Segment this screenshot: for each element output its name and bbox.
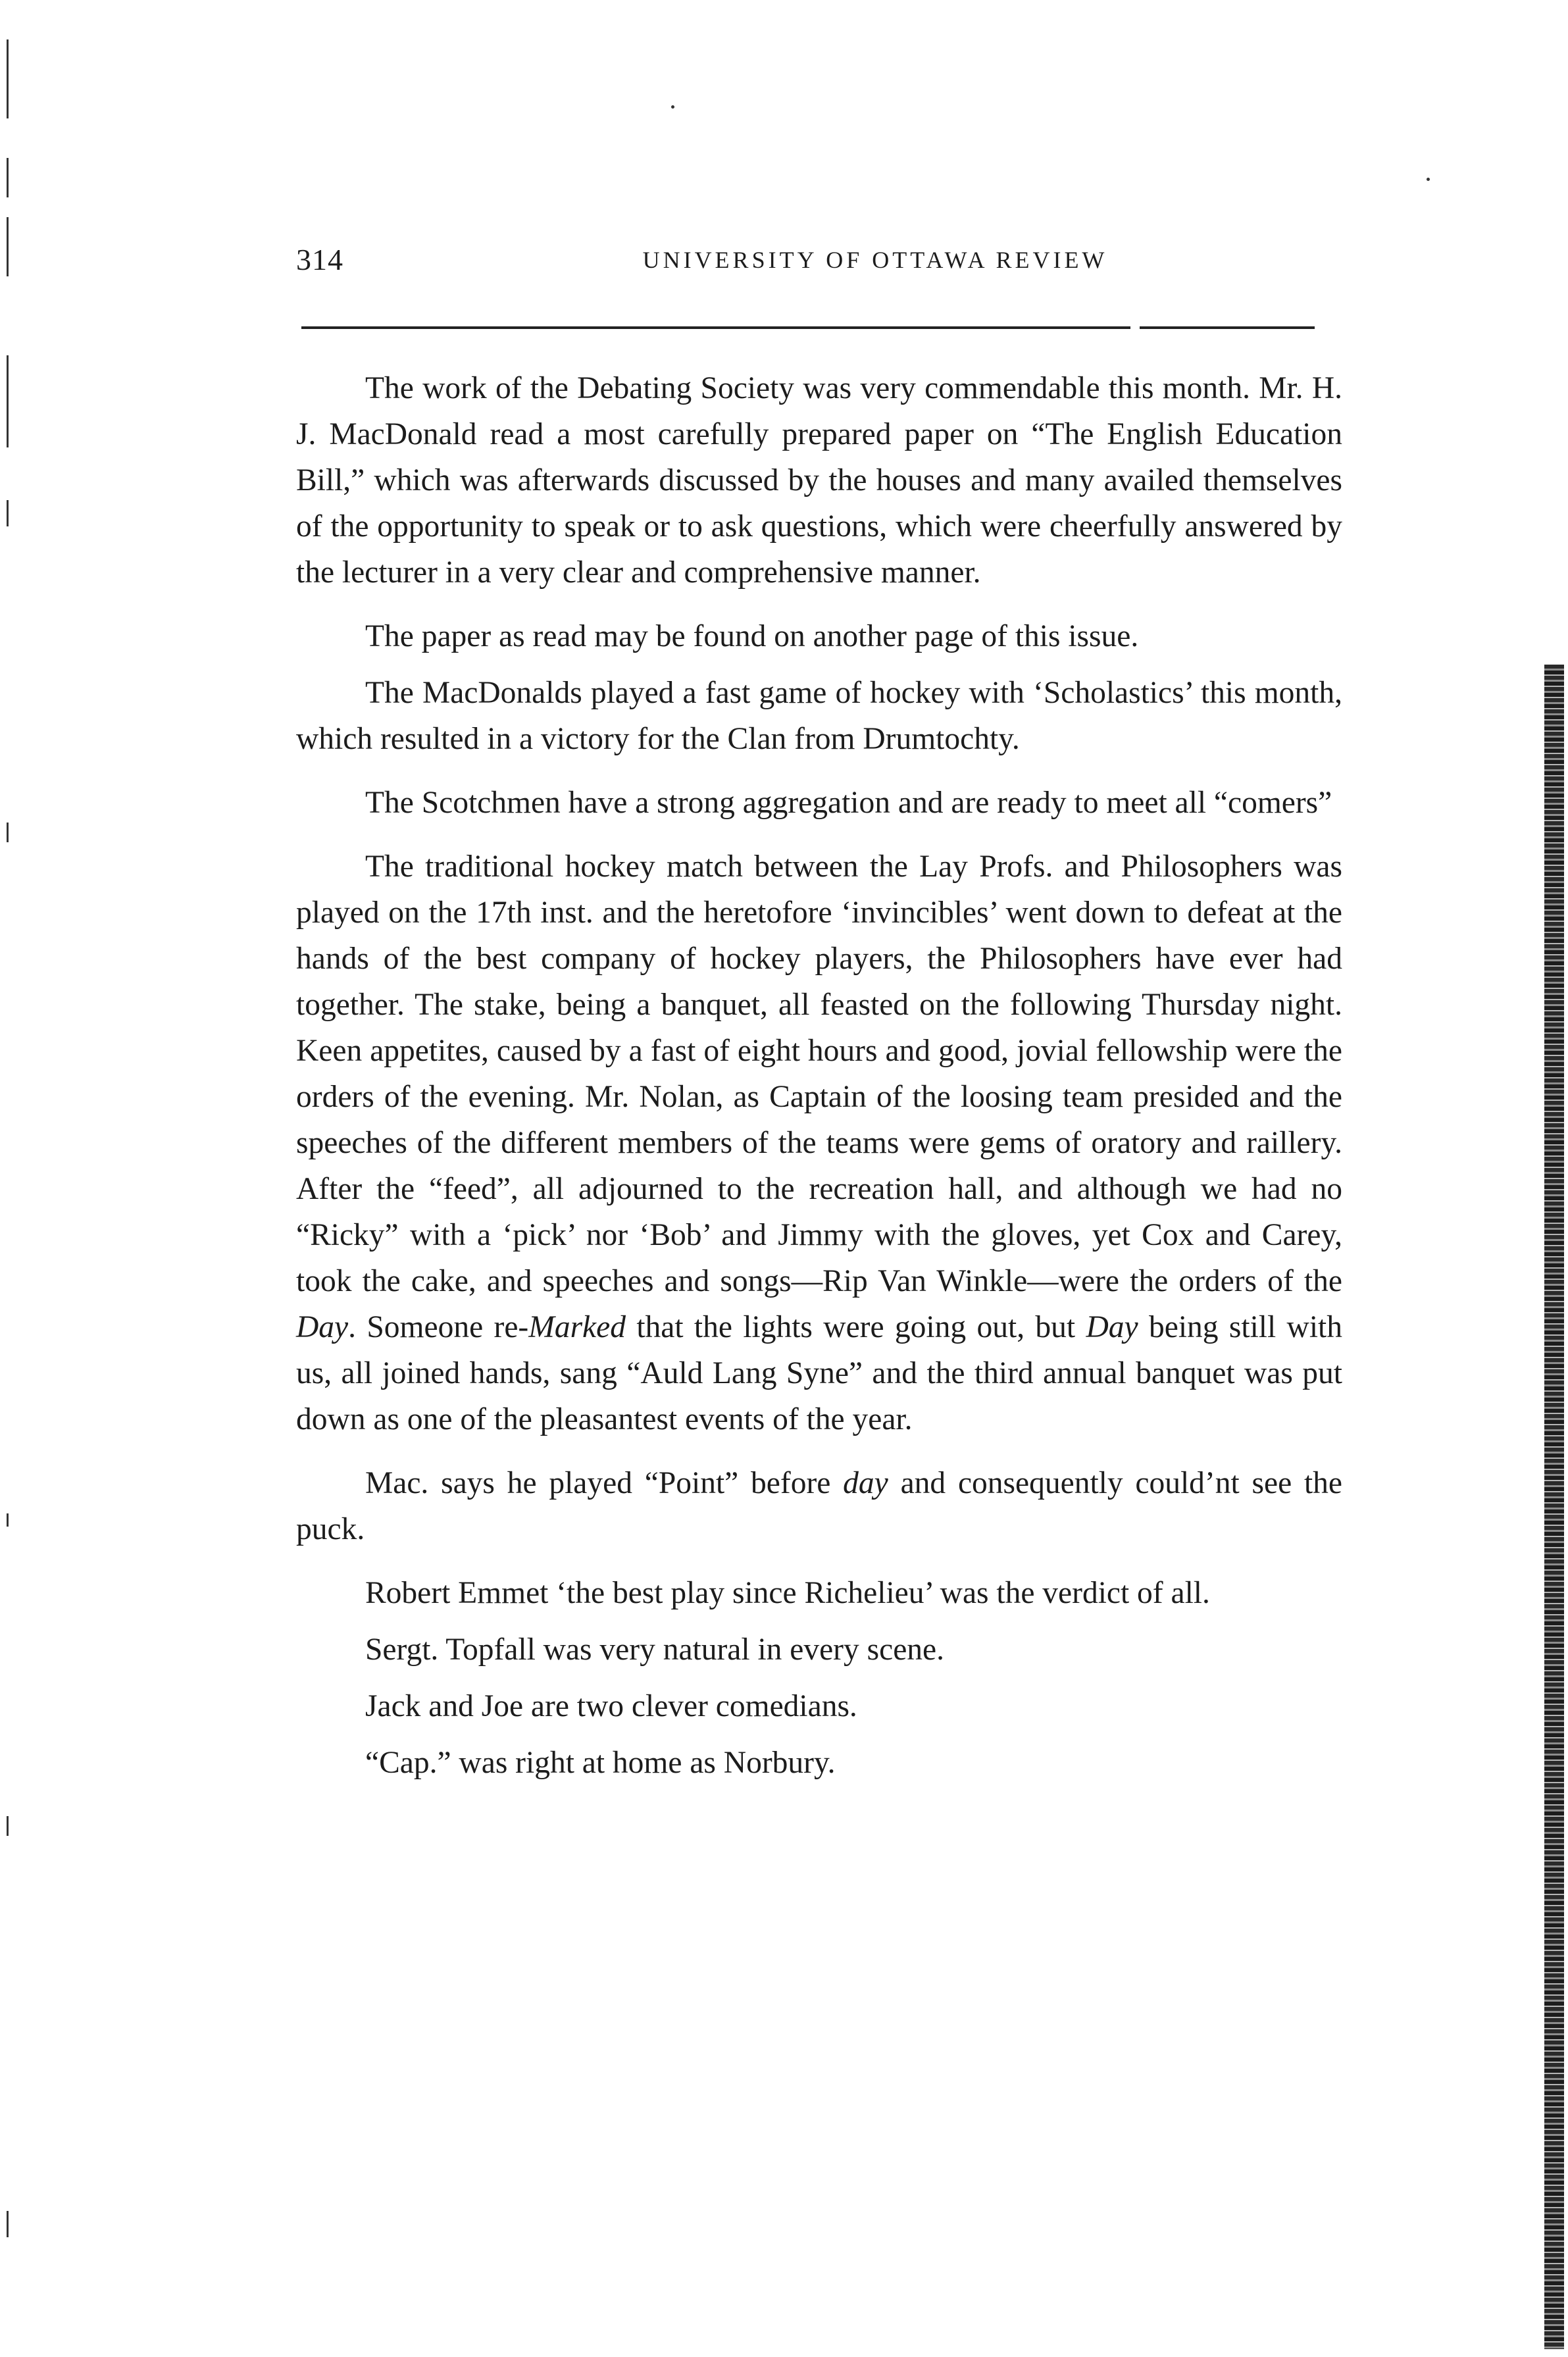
italic-day: day [843, 1466, 888, 1500]
italic-marked: Marked [528, 1310, 626, 1344]
scan-edge-right [1544, 665, 1564, 2349]
paragraph-debating-society: The work of the Debating Society was very commendable this month. Mr. H. J. MacDonald read a most carefully prepared paper on “The English Education Bill,” which was afterwards discussed by the houses and many availed themselves of the opportunity to speak or to ask questions, which were cheerfully answered by the lecturer in a very clear and comprehensive manner. [296, 371, 1342, 590]
paragraph-text: The traditional hockey match between the Lay Profs. and Philosophers was played on the 17th inst. and the heretofore ‘invincibles’ went down to defeat at the hands of the best company of hockey players, the Philosophers have ever had together. The stake, being a banquet, all feasted on the following Thursday night. Keen appetites, caused by a fast of eight hours and good, jovial fellowship were the orders of the evening. Mr. Nolan, as Captain of the loosing team presided and the speeches of the different members of the teams were gems of oratory and raillery. After the “feed”, all adjourned to the recreation hall, and although we had no “Ricky” with a ‘pick’ nor ‘Bob’ and Jimmy with the gloves, yet Cox and Carey, took the cake, and speeches and songs—Rip Van Winkle—were the orders of the [296, 849, 1342, 1298]
paragraph-text: being still with us, all joined hands, sang “Auld Lang Syne” and the third annual banquet was put down as one of the pleasantest events of the year. [296, 1310, 1342, 1436]
paragraph-scotchmen: The Scotchmen have a strong aggregation and are ready to meet all “comers” [365, 786, 1332, 820]
paragraph-text: Mac. says he played “Point” before [365, 1466, 844, 1500]
paragraph-mac-point [296, 1460, 1342, 1552]
paragraph-paper-note: The paper as read may be found on another page of this issue. [365, 619, 1139, 653]
scan-speck [1427, 178, 1430, 181]
paragraph-macdonalds-hockey: The MacDonalds played a fast game of hockey with ‘Scholastics’ this month, which resulted in a victory for the Clan from Drumtochty. [296, 676, 1342, 756]
header-rule [301, 326, 1315, 329]
paragraph-text: and consequently could’nt see the puck. [296, 1466, 1342, 1546]
running-header [296, 242, 1323, 282]
paragraph-cap: “Cap.” was right at home as Norbury. [365, 1746, 836, 1780]
paragraph-robert-emmet: Robert Emmet ‘the best play since Richelieu’ was the verdict of all. [365, 1576, 1210, 1610]
scan-edge-left [0, 0, 20, 2357]
paragraph-jack-joe: Jack and Joe are two clever comedians. [365, 1689, 857, 1723]
page-number: 314 [296, 243, 343, 276]
paragraph-sergt-topfall: Sergt. Topfall was very natural in every scene. [365, 1633, 944, 1667]
paragraph-traditional-match [296, 844, 1342, 1442]
italic-day: Day [296, 1310, 349, 1344]
running-title: UNIVERSITY OF OTTAWA REVIEW [642, 247, 1108, 273]
paragraph-text: . Someone re- [348, 1310, 529, 1344]
scan-speck [671, 105, 674, 109]
article-body [296, 365, 1342, 1796]
italic-day: Day [1086, 1310, 1138, 1344]
paragraph-text: that the lights were going out, but [625, 1310, 1086, 1344]
